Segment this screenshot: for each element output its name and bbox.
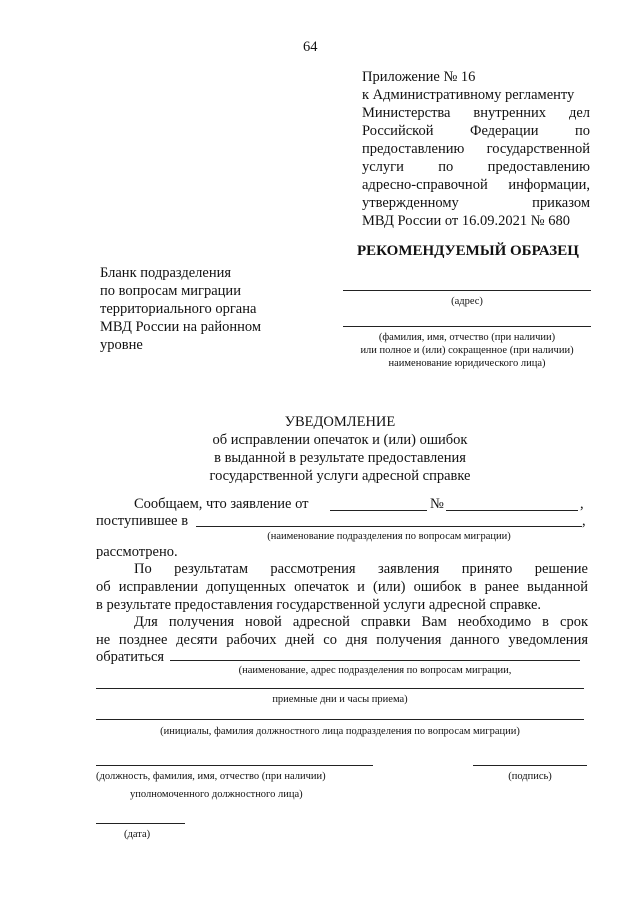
official-caption: (инициалы, фамилия должностного лица подразделения по вопросам миграции): [160, 726, 520, 737]
instruction-paragraph: [96, 613, 588, 649]
appendix-line: утвержденному приказом: [362, 195, 590, 211]
date-field: [96, 823, 185, 824]
appendix-block: [362, 68, 590, 230]
reviewed-text: рассмотрено.: [96, 544, 178, 560]
appendix-line: к Административному регламенту: [362, 87, 575, 103]
position-caption: [96, 770, 326, 801]
addressee-caption: [330, 331, 604, 370]
comma: ,: [582, 513, 586, 529]
position-caption-line: (должность, фамилия, имя, отчество (при наличии): [96, 771, 326, 782]
position-field: [96, 765, 373, 766]
apply-prefix: обратиться: [96, 649, 165, 665]
title-line: государственной услуги адресной справке: [209, 468, 471, 484]
appendix-line: МВД России от 16.09.2021 № 680: [362, 213, 570, 229]
apply-department-field: [170, 660, 580, 661]
received-prefix: поступившее в: [96, 513, 189, 529]
document-title: [170, 413, 510, 485]
letterhead-line: территориального органа: [100, 301, 257, 317]
appendix-line: Приложение № 16: [362, 69, 476, 85]
paragraph-line: Для получения новой адресной справки Вам необходимо в срок: [134, 614, 588, 630]
addressee-caption-line: наименование юридического лица): [388, 358, 546, 369]
apply-caption-1: (наименование, адрес подразделения по вопросам миграции,: [238, 665, 512, 676]
paragraph-line: не позднее десяти рабочих дней со дня получения данного уведомления: [96, 632, 588, 648]
signature-field: [473, 765, 587, 766]
addressee-caption-line: (фамилия, имя, отчество (при наличии): [378, 332, 556, 343]
result-paragraph: [96, 560, 588, 614]
received-department-field: [196, 526, 582, 527]
received-caption: (наименование подразделения по вопросам миграции): [267, 531, 511, 542]
position-caption-line: уполномоченного должностного лица): [130, 789, 303, 800]
statement-prefix: Сообщаем, что заявление от: [134, 496, 309, 512]
appendix-line: предоставлению государственной: [362, 141, 590, 157]
paragraph-line: По результатам рассмотрения заявления принято решение: [134, 561, 588, 577]
appendix-line: услуги по предоставлению: [362, 159, 590, 175]
apply-hours-field: [96, 688, 584, 689]
apply-caption-2: приемные дни и часы приема): [272, 694, 408, 705]
addressee-caption-line: или полное и (или) сокращенное (при наличии): [360, 345, 574, 356]
appendix-line: адресно-справочной информации,: [362, 177, 590, 193]
title-heading: УВЕДОМЛЕНИЕ: [284, 414, 396, 430]
paragraph-line: в результате предоставления государственной услуги адресной справке.: [96, 597, 542, 613]
application-date-field: [330, 510, 427, 511]
title-line: об исправлении опечаток и (или) ошибок: [212, 432, 468, 448]
paragraph-line: об исправлении допущенных опечаток и (или) ошибок в ранее выданной: [96, 579, 588, 595]
addressee-name-line: [343, 326, 591, 327]
page-number: 64: [303, 39, 318, 55]
address-line: [343, 290, 591, 291]
address-caption: (адрес): [451, 296, 483, 307]
appendix-line: Российской Федерации по: [362, 123, 590, 139]
letterhead-line: по вопросам миграции: [100, 283, 241, 299]
comma: ,: [580, 496, 584, 512]
number-sign: №: [430, 496, 444, 512]
appendix-line: Министерства внутренних дел: [362, 105, 590, 121]
letterhead-line: уровне: [100, 337, 143, 353]
title-line: в выданной в результате предоставления: [214, 450, 466, 466]
official-field: [96, 719, 584, 720]
letterhead-line: МВД России на районном: [100, 319, 262, 335]
date-caption: (дата): [124, 829, 151, 840]
letterhead-line: Бланк подразделения: [100, 265, 232, 281]
application-number-field: [446, 510, 578, 511]
signature-caption: (подпись): [508, 771, 552, 782]
letterhead: [100, 264, 261, 354]
sample-label: РЕКОМЕНДУЕМЫЙ ОБРАЗЕЦ: [357, 243, 579, 259]
